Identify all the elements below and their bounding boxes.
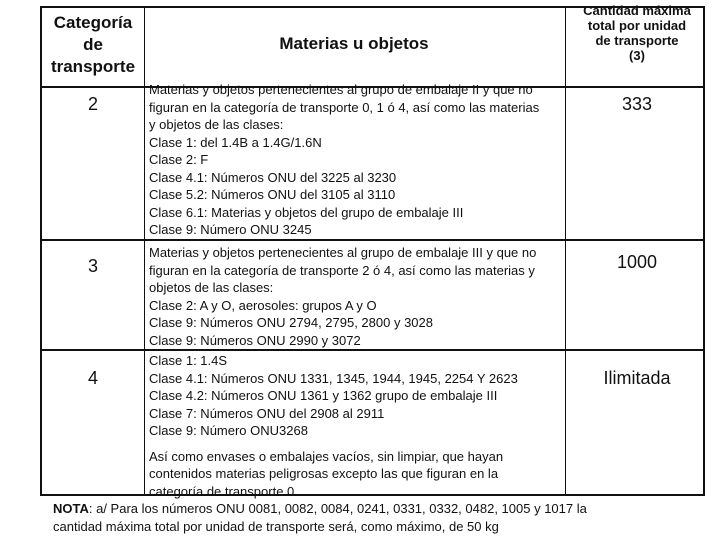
material-line: Clase 9: Números ONU 2990 y 3072 (149, 332, 361, 348)
transport-table (40, 3, 705, 499)
material-line: Materias y objetos pertenecientes al grupo de embalaje II y que no (149, 82, 533, 97)
row-divider (42, 349, 703, 351)
material-line: categoría de transporte 0. (149, 483, 298, 499)
material-line: Clase 7: Números ONU del 2908 al 2911 (149, 405, 385, 421)
material-line: figuran en la categoría de transporte 2 ó 4, así como las materias y (149, 262, 535, 278)
material-line: y objetos de las clases: (149, 117, 284, 132)
material-line: Clase 9: Números ONU 2794, 2795, 2800 y 3028 (149, 315, 434, 330)
footnote (53, 500, 713, 536)
row-materials (149, 352, 567, 500)
footnote-text: : a/ Para los números ONU 0081, 0082, 0084, 0241, 0331, 0332, 0482, 1005 y 1017 la (88, 501, 587, 516)
row-quantity: 333 (621, 94, 653, 114)
header-category-line: de (83, 35, 103, 54)
material-line: Clase 9: Número ONU 3245 (149, 222, 312, 237)
material-line: Clase 4.1: Números ONU 1331, 1345, 1944, 1945, 2254 Y 2623 (149, 370, 518, 386)
header-category (42, 12, 144, 78)
material-line: objetos de las clases: (149, 280, 274, 295)
material-line: Materias y objetos pertenecientes al grupo de embalaje III y que no (149, 245, 537, 260)
material-line: Clase 9: Número ONU3268 (149, 423, 308, 438)
header-max-line: de transporte (595, 33, 679, 48)
material-line: Clase 4.2: Números ONU 1361 y 1362 grupo de embalaje III (149, 388, 498, 403)
header-category-line: transporte (50, 57, 136, 76)
row-materials (149, 244, 567, 349)
material-line: Clase 2: A y O, aerosoles: grupos A y O (149, 297, 377, 313)
row-quantity: 1000 (616, 252, 658, 272)
row-quantity: Ilimitada (603, 368, 671, 388)
header-max-line: (3) (629, 48, 645, 63)
material-line: Clase 4.1: Números ONU del 3225 al 3230 (149, 169, 397, 185)
header-max-line: Cantidad máxima (583, 3, 691, 18)
header-max-line: total por unidad (587, 18, 687, 33)
material-line: contenidos materias peligrosas excepto las que figuran en la (149, 466, 499, 481)
material-line: Clase 5.2: Números ONU del 3105 al 3110 (149, 187, 396, 202)
column-divider (144, 8, 145, 494)
material-line: figuran en la categoría de transporte 0, 1 ó 4, así como las materias (149, 99, 540, 115)
footnote-label: NOTA (53, 501, 89, 516)
row-category: 4 (87, 368, 98, 388)
footnote-text: cantidad máxima total por unidad de transporte será, como máximo, de 50 kg (53, 519, 499, 534)
header-category-line: Categoría (53, 13, 133, 32)
material-line: Clase 6.1: Materias y objetos del grupo de embalaje III (149, 204, 464, 220)
material-line: Así como envases o embalajes vacíos, sin limpiar, que hayan (149, 448, 504, 464)
row-divider (42, 239, 703, 241)
row-materials (149, 81, 567, 239)
material-line: Clase 2: F (149, 152, 209, 167)
material-line: Clase 1: 1.4S (149, 353, 228, 368)
row-category: 3 (87, 256, 98, 276)
row-category: 2 (87, 94, 98, 114)
material-line: Clase 1: del 1.4B a 1.4G/1.6N (149, 134, 322, 150)
header-max-quantity (567, 3, 707, 63)
header-materials: Materias u objetos (279, 34, 429, 53)
